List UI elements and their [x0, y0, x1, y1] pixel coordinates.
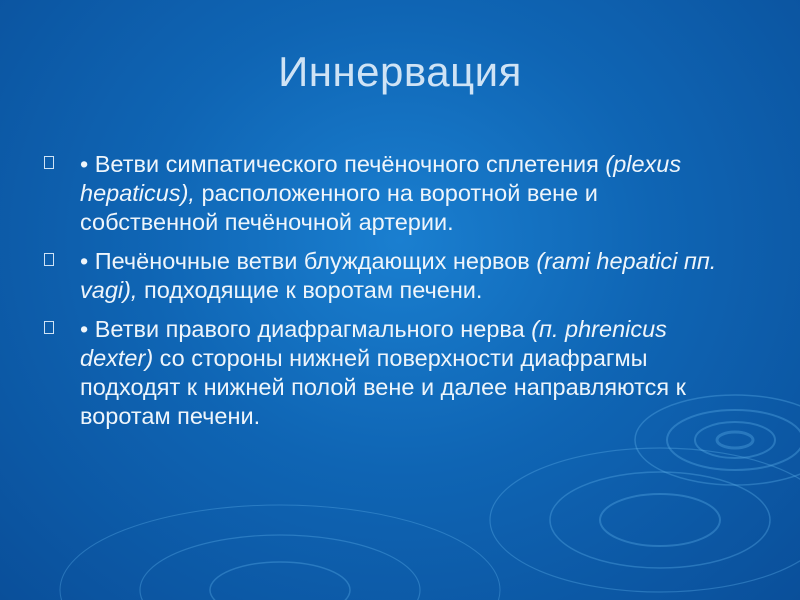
latin-term: (rami hepatici пп. vagi), — [80, 248, 717, 303]
list-item-text — [80, 315, 734, 431]
text-segment: • Ветви правого диафрагмального нерва — [80, 316, 532, 342]
square-bullet-icon — [44, 253, 54, 266]
text-segment: • Ветви симпатического печёночного сплетения — [80, 151, 606, 177]
text-segment: • Печёночные ветви блуждающих нервов — [80, 248, 537, 274]
bullet-list — [44, 150, 734, 441]
square-bullet-icon — [44, 156, 54, 169]
list-item — [44, 315, 734, 431]
slide-title: Иннервация — [278, 48, 522, 95]
list-item — [44, 150, 734, 237]
text-segment: подходящие к воротам печени. — [137, 277, 483, 303]
list-item — [44, 247, 734, 305]
text-segment: со стороны нижней поверхности диафрагмы подходят к нижней полой вене и далее направляются к воротам печени. — [80, 345, 686, 429]
square-bullet-icon — [44, 321, 54, 334]
latin-term: (plexus hepaticus), — [80, 151, 682, 206]
latin-term: (п. phrenicus dexter) — [80, 316, 667, 371]
list-item-text — [80, 247, 734, 305]
text-segment: расположенного на воротной вене и собственной печёночной артерии. — [80, 180, 598, 235]
list-item-text — [80, 150, 734, 237]
